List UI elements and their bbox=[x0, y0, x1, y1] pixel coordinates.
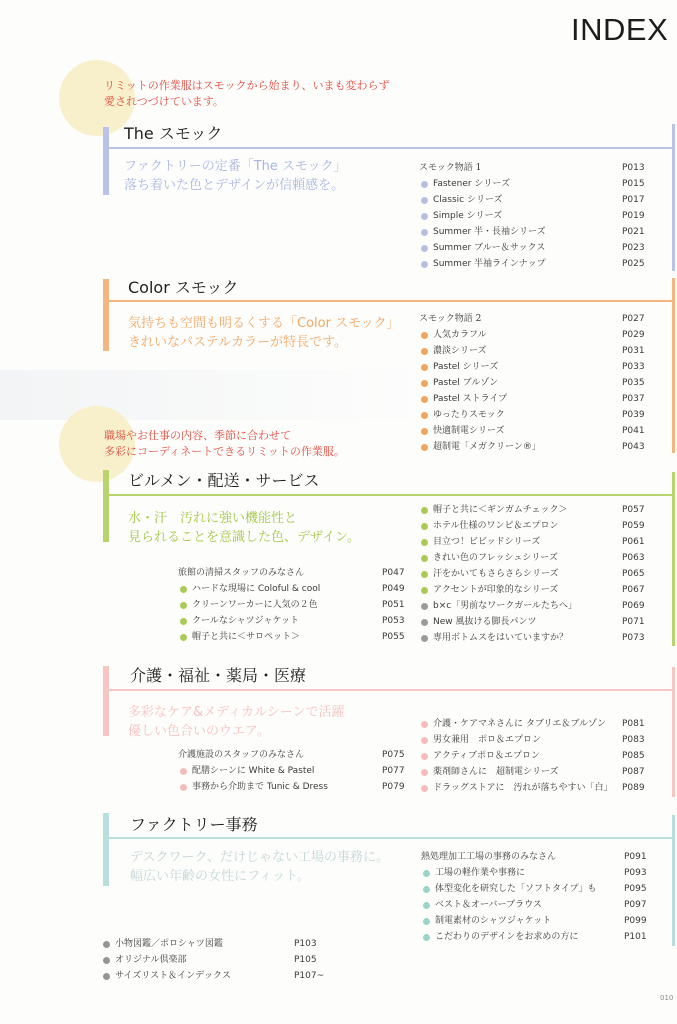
bullet-icon bbox=[421, 635, 428, 642]
index-list bbox=[419, 502, 669, 646]
bullet-icon bbox=[421, 396, 428, 403]
bullet-icon bbox=[180, 602, 187, 609]
index-entry bbox=[419, 192, 669, 208]
bullet-icon bbox=[180, 618, 187, 625]
index-entry bbox=[419, 764, 669, 780]
tagline-line: 落ち着いた色とデザインが信頼感を。 bbox=[124, 178, 345, 193]
entry-label: 超制電「メガクリーン®」 bbox=[433, 442, 541, 452]
section-tagline bbox=[128, 314, 400, 352]
bullet-icon bbox=[180, 768, 187, 775]
bullet-icon bbox=[103, 973, 110, 980]
entry-label: 人気カラフル bbox=[433, 330, 487, 340]
bullet-icon bbox=[421, 428, 428, 435]
page-ref: P067 bbox=[622, 585, 645, 595]
entry-label: Classic シリーズ bbox=[433, 195, 503, 205]
entry-label: 体型変化を研究した「ソフトタイプ」も bbox=[435, 884, 597, 894]
tagline-line: 多彩なケア&メディカルシーンで活躍 bbox=[128, 705, 345, 720]
entry-label: 旅館の清掃スタッフのみなさん bbox=[178, 568, 305, 578]
page-ref: P021 bbox=[622, 227, 645, 237]
entry-label: 薬剤師さんに 超制電シリーズ bbox=[433, 767, 559, 777]
section-tagline bbox=[124, 157, 347, 195]
entry-label: クリーンワーカーに人気の２色 bbox=[192, 600, 318, 610]
section-heading: The スモック bbox=[124, 124, 223, 143]
tagline-line: ファクトリーの定番「The スモック」 bbox=[124, 159, 347, 174]
page-ref: P041 bbox=[622, 426, 645, 436]
entry-label: 濃淡シリーズ bbox=[433, 346, 487, 356]
index-entry bbox=[421, 865, 671, 881]
index-entry bbox=[419, 359, 669, 375]
story-entry bbox=[419, 311, 669, 327]
section-tagline bbox=[128, 703, 345, 741]
page-ref: P023 bbox=[622, 243, 645, 253]
page-ref: P081 bbox=[622, 719, 645, 729]
page-ref: P017 bbox=[622, 195, 645, 205]
bullet-icon bbox=[421, 619, 428, 626]
index-entry bbox=[419, 630, 669, 646]
entry-label: ハードな現場に Coloful & cool bbox=[192, 584, 321, 594]
entry-label: アクティブポロ＆エプロン bbox=[433, 751, 541, 761]
section-rule bbox=[103, 300, 674, 302]
section-accent-bar bbox=[103, 470, 109, 542]
intro-line: 職場やお仕事の内容、季節に合わせて bbox=[104, 429, 291, 442]
entry-label: ゆったりスモック bbox=[433, 410, 505, 420]
page-ref: P047 bbox=[382, 568, 405, 578]
page-ref: P071 bbox=[622, 617, 645, 627]
entry-label: 専用ボトムスをはいていますか？ bbox=[433, 633, 569, 643]
page-ref: P015 bbox=[622, 179, 645, 189]
index-entry bbox=[419, 518, 669, 534]
bullet-icon bbox=[421, 571, 428, 578]
tagline-line: きれいなパステルカラーが特長です。 bbox=[128, 335, 348, 350]
page-title: INDEX bbox=[571, 12, 669, 47]
bullet-icon bbox=[103, 957, 110, 964]
section-accent-bar bbox=[103, 279, 109, 351]
index-entry bbox=[103, 936, 353, 952]
index-entry bbox=[419, 716, 669, 732]
entry-label: Simple シリーズ bbox=[433, 211, 503, 221]
page-ref: P073 bbox=[622, 633, 645, 643]
index-entry bbox=[103, 952, 353, 968]
entry-label: クールなシャツジャケット bbox=[192, 616, 300, 626]
bullet-icon bbox=[421, 380, 428, 387]
page-ref: P049 bbox=[382, 584, 405, 594]
section-heading: Color スモック bbox=[128, 278, 239, 297]
intro-text bbox=[104, 78, 389, 110]
page-ref: P027 bbox=[622, 314, 645, 324]
index-entry bbox=[419, 375, 669, 391]
entry-label: サイズリスト＆インデックス bbox=[115, 971, 231, 981]
entry-label: 配膳シーンに White & Pastel bbox=[192, 766, 315, 776]
page-ref: P089 bbox=[622, 783, 645, 793]
index-entry bbox=[178, 763, 428, 779]
index-entry bbox=[419, 256, 669, 272]
entry-label: Pastel ストライプ bbox=[433, 394, 508, 404]
bullet-icon bbox=[421, 197, 428, 204]
bullet-icon bbox=[421, 555, 428, 562]
index-entry bbox=[178, 629, 428, 645]
section-rule bbox=[103, 494, 674, 496]
entry-label: Summer 半・長袖シリーズ bbox=[433, 227, 546, 237]
intro-line: 多彩にコーディネートできるリミットの作業服。 bbox=[104, 445, 345, 458]
story-entry bbox=[421, 849, 671, 865]
entry-label: 制電素材のシャツジャケット bbox=[435, 916, 552, 926]
section-heading: ビルメン・配送・サービス bbox=[128, 471, 320, 490]
entry-label: 快適制電シリーズ bbox=[433, 426, 505, 436]
page-ref: P097 bbox=[624, 900, 647, 910]
section-accent-bar bbox=[103, 813, 109, 886]
page-ref: P053 bbox=[382, 616, 405, 626]
story-entry bbox=[178, 747, 428, 763]
section-rule bbox=[103, 689, 674, 691]
section-edge-bar bbox=[672, 815, 675, 946]
index-entry bbox=[419, 240, 669, 256]
section-rule bbox=[103, 837, 674, 839]
entry-label: オリジナル倶楽部 bbox=[115, 955, 187, 965]
bullet-icon bbox=[421, 769, 428, 776]
entry-label: 男女兼用 ポロ＆エプロン bbox=[433, 735, 542, 745]
page-number: 010 bbox=[660, 994, 674, 1002]
bullet-icon bbox=[421, 348, 428, 355]
index-entry bbox=[419, 423, 669, 439]
bullet-icon bbox=[421, 721, 428, 728]
page-ref: P059 bbox=[622, 521, 645, 531]
entry-label: Pastel ブルゾン bbox=[433, 378, 499, 388]
entry-label: Summer ブルー＆サックス bbox=[433, 243, 546, 253]
index-entry bbox=[421, 913, 671, 929]
index-entry bbox=[419, 582, 669, 598]
tagline-line: デスクワーク、だけじゃない工場の事務に。 bbox=[130, 850, 389, 865]
section-tagline bbox=[128, 509, 360, 547]
index-entry bbox=[421, 929, 671, 945]
page-ref: P035 bbox=[622, 378, 645, 388]
index-entry bbox=[419, 534, 669, 550]
bullet-icon bbox=[421, 213, 428, 220]
intro-text bbox=[104, 428, 345, 460]
index-entry bbox=[419, 224, 669, 240]
entry-label: Fastener シリーズ bbox=[433, 179, 510, 189]
page-ref: P107~ bbox=[294, 971, 325, 981]
index-list bbox=[421, 849, 671, 945]
page-ref: P105 bbox=[294, 955, 317, 965]
index-list bbox=[419, 311, 669, 455]
page-ref: P037 bbox=[622, 394, 645, 404]
section-edge-bar bbox=[672, 124, 675, 271]
tagline-line: 優しい色合いのウエア。 bbox=[128, 724, 270, 739]
page-ref: P085 bbox=[622, 751, 645, 761]
index-list bbox=[178, 747, 428, 795]
bullet-icon bbox=[423, 886, 430, 893]
entry-label: Summer 半袖ラインナップ bbox=[433, 259, 546, 269]
index-list bbox=[419, 160, 669, 272]
entry-label: ホテル仕様のワンピ＆エプロン bbox=[433, 521, 559, 531]
bullet-icon bbox=[423, 918, 430, 925]
bullet-icon bbox=[421, 539, 428, 546]
page-ref: P033 bbox=[622, 362, 645, 372]
entry-label: 熱処理加工工場の事務のみなさん bbox=[421, 852, 557, 862]
index-entry bbox=[178, 613, 428, 629]
bullet-icon bbox=[421, 181, 428, 188]
section-accent-bar bbox=[103, 127, 109, 195]
index-entry bbox=[419, 327, 669, 343]
entry-label: スモック物語 1 bbox=[419, 163, 482, 173]
page-ref: P099 bbox=[624, 916, 647, 926]
index-list bbox=[419, 716, 669, 796]
page-ref: P091 bbox=[624, 852, 647, 862]
section-heading: ファクトリー事務 bbox=[130, 815, 258, 834]
page-ref: P013 bbox=[622, 163, 645, 173]
entry-label: New 風抜ける脚長パンツ bbox=[433, 617, 537, 627]
section-edge-bar bbox=[672, 278, 675, 453]
bullet-icon bbox=[421, 737, 428, 744]
index-entry bbox=[419, 598, 669, 614]
page-ref: P029 bbox=[622, 330, 645, 340]
bullet-icon bbox=[421, 245, 428, 252]
index-entry bbox=[419, 780, 669, 796]
page-ref: P095 bbox=[624, 884, 647, 894]
page-ref: P057 bbox=[622, 505, 645, 515]
index-entry bbox=[419, 407, 669, 423]
page-ref: P019 bbox=[622, 211, 645, 221]
index-entry bbox=[421, 881, 671, 897]
bullet-icon bbox=[421, 229, 428, 236]
section-heading: 介護・福祉・薬局・医療 bbox=[130, 666, 307, 685]
bullet-icon bbox=[421, 753, 428, 760]
bullet-icon bbox=[421, 261, 428, 268]
bullet-icon bbox=[421, 332, 428, 339]
page-ref: P077 bbox=[382, 766, 405, 776]
bullet-icon bbox=[421, 523, 428, 530]
entry-label: ドラッグストアに 汚れが落ちやすい「白」 bbox=[433, 783, 613, 793]
extras-list bbox=[103, 936, 353, 984]
bullet-icon bbox=[180, 634, 187, 641]
index-entry bbox=[419, 343, 669, 359]
entry-label: Pastel シリーズ bbox=[433, 362, 499, 372]
tagline-line: 水・汗 汚れに強い機能性と bbox=[128, 511, 298, 526]
bullet-icon bbox=[180, 784, 187, 791]
section-accent-bar bbox=[103, 666, 109, 736]
index-entry bbox=[421, 897, 671, 913]
index-entry bbox=[419, 748, 669, 764]
index-list bbox=[178, 565, 428, 645]
entry-label: 介護施設のスタッフのみなさん bbox=[178, 750, 305, 760]
entry-label: 小物図鑑／ポロシャツ図鑑 bbox=[115, 939, 223, 949]
page-ref: P051 bbox=[382, 600, 405, 610]
bullet-icon bbox=[421, 785, 428, 792]
page-ref: P031 bbox=[622, 346, 645, 356]
entry-label: 帽子と共に＜ギンガムチェック＞ bbox=[433, 505, 568, 515]
tagline-line: 幅広い年齢の女性にフィット。 bbox=[130, 869, 310, 884]
bullet-icon bbox=[103, 941, 110, 948]
page-ref: P069 bbox=[622, 601, 645, 611]
index-entry bbox=[419, 550, 669, 566]
page-ref: P079 bbox=[382, 782, 405, 792]
bullet-icon bbox=[180, 586, 187, 593]
page-ref: P103 bbox=[294, 939, 317, 949]
index-entry bbox=[419, 439, 669, 455]
entry-label: 帽子と共に＜サロペット＞ bbox=[192, 632, 301, 642]
page-ref: P063 bbox=[622, 553, 645, 563]
page-ref: P025 bbox=[622, 259, 645, 269]
tagline-line: 気持ちも空間も明るくする「Color スモック」 bbox=[128, 316, 400, 331]
entry-label: スモック物語 2 bbox=[419, 314, 482, 324]
entry-label: 目立つ！ビビッドシリーズ bbox=[433, 537, 541, 547]
bullet-icon bbox=[423, 934, 430, 941]
page-ref: P039 bbox=[622, 410, 645, 420]
index-entry bbox=[419, 391, 669, 407]
story-entry bbox=[419, 160, 669, 176]
tagline-line: 見られることを意識した色、デザイン。 bbox=[128, 530, 361, 545]
bullet-icon bbox=[423, 870, 430, 877]
entry-label: アクセントが印象的なシリーズ bbox=[433, 585, 559, 595]
entry-label: きれい色のフレッシュシリーズ bbox=[433, 553, 558, 563]
bullet-icon bbox=[421, 507, 428, 514]
intro-line: 愛されつづけています。 bbox=[104, 95, 224, 108]
index-entry bbox=[178, 597, 428, 613]
bullet-icon bbox=[421, 587, 428, 594]
bullet-icon bbox=[421, 603, 428, 610]
entry-label: b×c「男前なワークガールたちへ」 bbox=[433, 601, 578, 611]
entry-label: こだわりのデザインをお求めの方に bbox=[435, 932, 579, 942]
index-entry bbox=[178, 581, 428, 597]
page-ref: P075 bbox=[382, 750, 405, 760]
page-ref: P055 bbox=[382, 632, 405, 642]
index-entry bbox=[419, 732, 669, 748]
index-entry bbox=[103, 968, 353, 984]
page-ref: P083 bbox=[622, 735, 645, 745]
page-ref: P087 bbox=[622, 767, 645, 777]
entry-label: 介護・ケアマネさんに タブリエ＆ブルゾン bbox=[433, 719, 606, 729]
entry-label: 汗をかいてもさらさらシリーズ bbox=[433, 569, 559, 579]
page-ref: P061 bbox=[622, 537, 645, 547]
page-ref: P093 bbox=[624, 868, 647, 878]
page-ref: P065 bbox=[622, 569, 645, 579]
intro-line: リミットの作業服はスモックから始まり、いまも変わらず bbox=[104, 79, 390, 92]
bullet-icon bbox=[421, 444, 428, 451]
bullet-icon bbox=[423, 902, 430, 909]
section-edge-bar bbox=[672, 667, 675, 797]
scan-shade bbox=[0, 370, 430, 420]
entry-label: 事務から介助まで Tunic & Dress bbox=[192, 782, 328, 792]
index-entry bbox=[419, 502, 669, 518]
bullet-icon bbox=[421, 412, 428, 419]
index-entry bbox=[419, 614, 669, 630]
entry-label: ベスト＆オーバーブラウス bbox=[435, 900, 542, 910]
section-tagline bbox=[130, 848, 389, 886]
index-entry bbox=[178, 779, 428, 795]
index-entry bbox=[419, 566, 669, 582]
bullet-icon bbox=[421, 364, 428, 371]
page-ref: P101 bbox=[624, 932, 647, 942]
index-entry bbox=[419, 176, 669, 192]
section-rule bbox=[103, 147, 674, 149]
story-entry bbox=[178, 565, 428, 581]
page-ref: P043 bbox=[622, 442, 645, 452]
index-entry bbox=[419, 208, 669, 224]
entry-label: 工場の軽作業や事務に bbox=[435, 868, 526, 878]
section-edge-bar bbox=[672, 472, 675, 646]
